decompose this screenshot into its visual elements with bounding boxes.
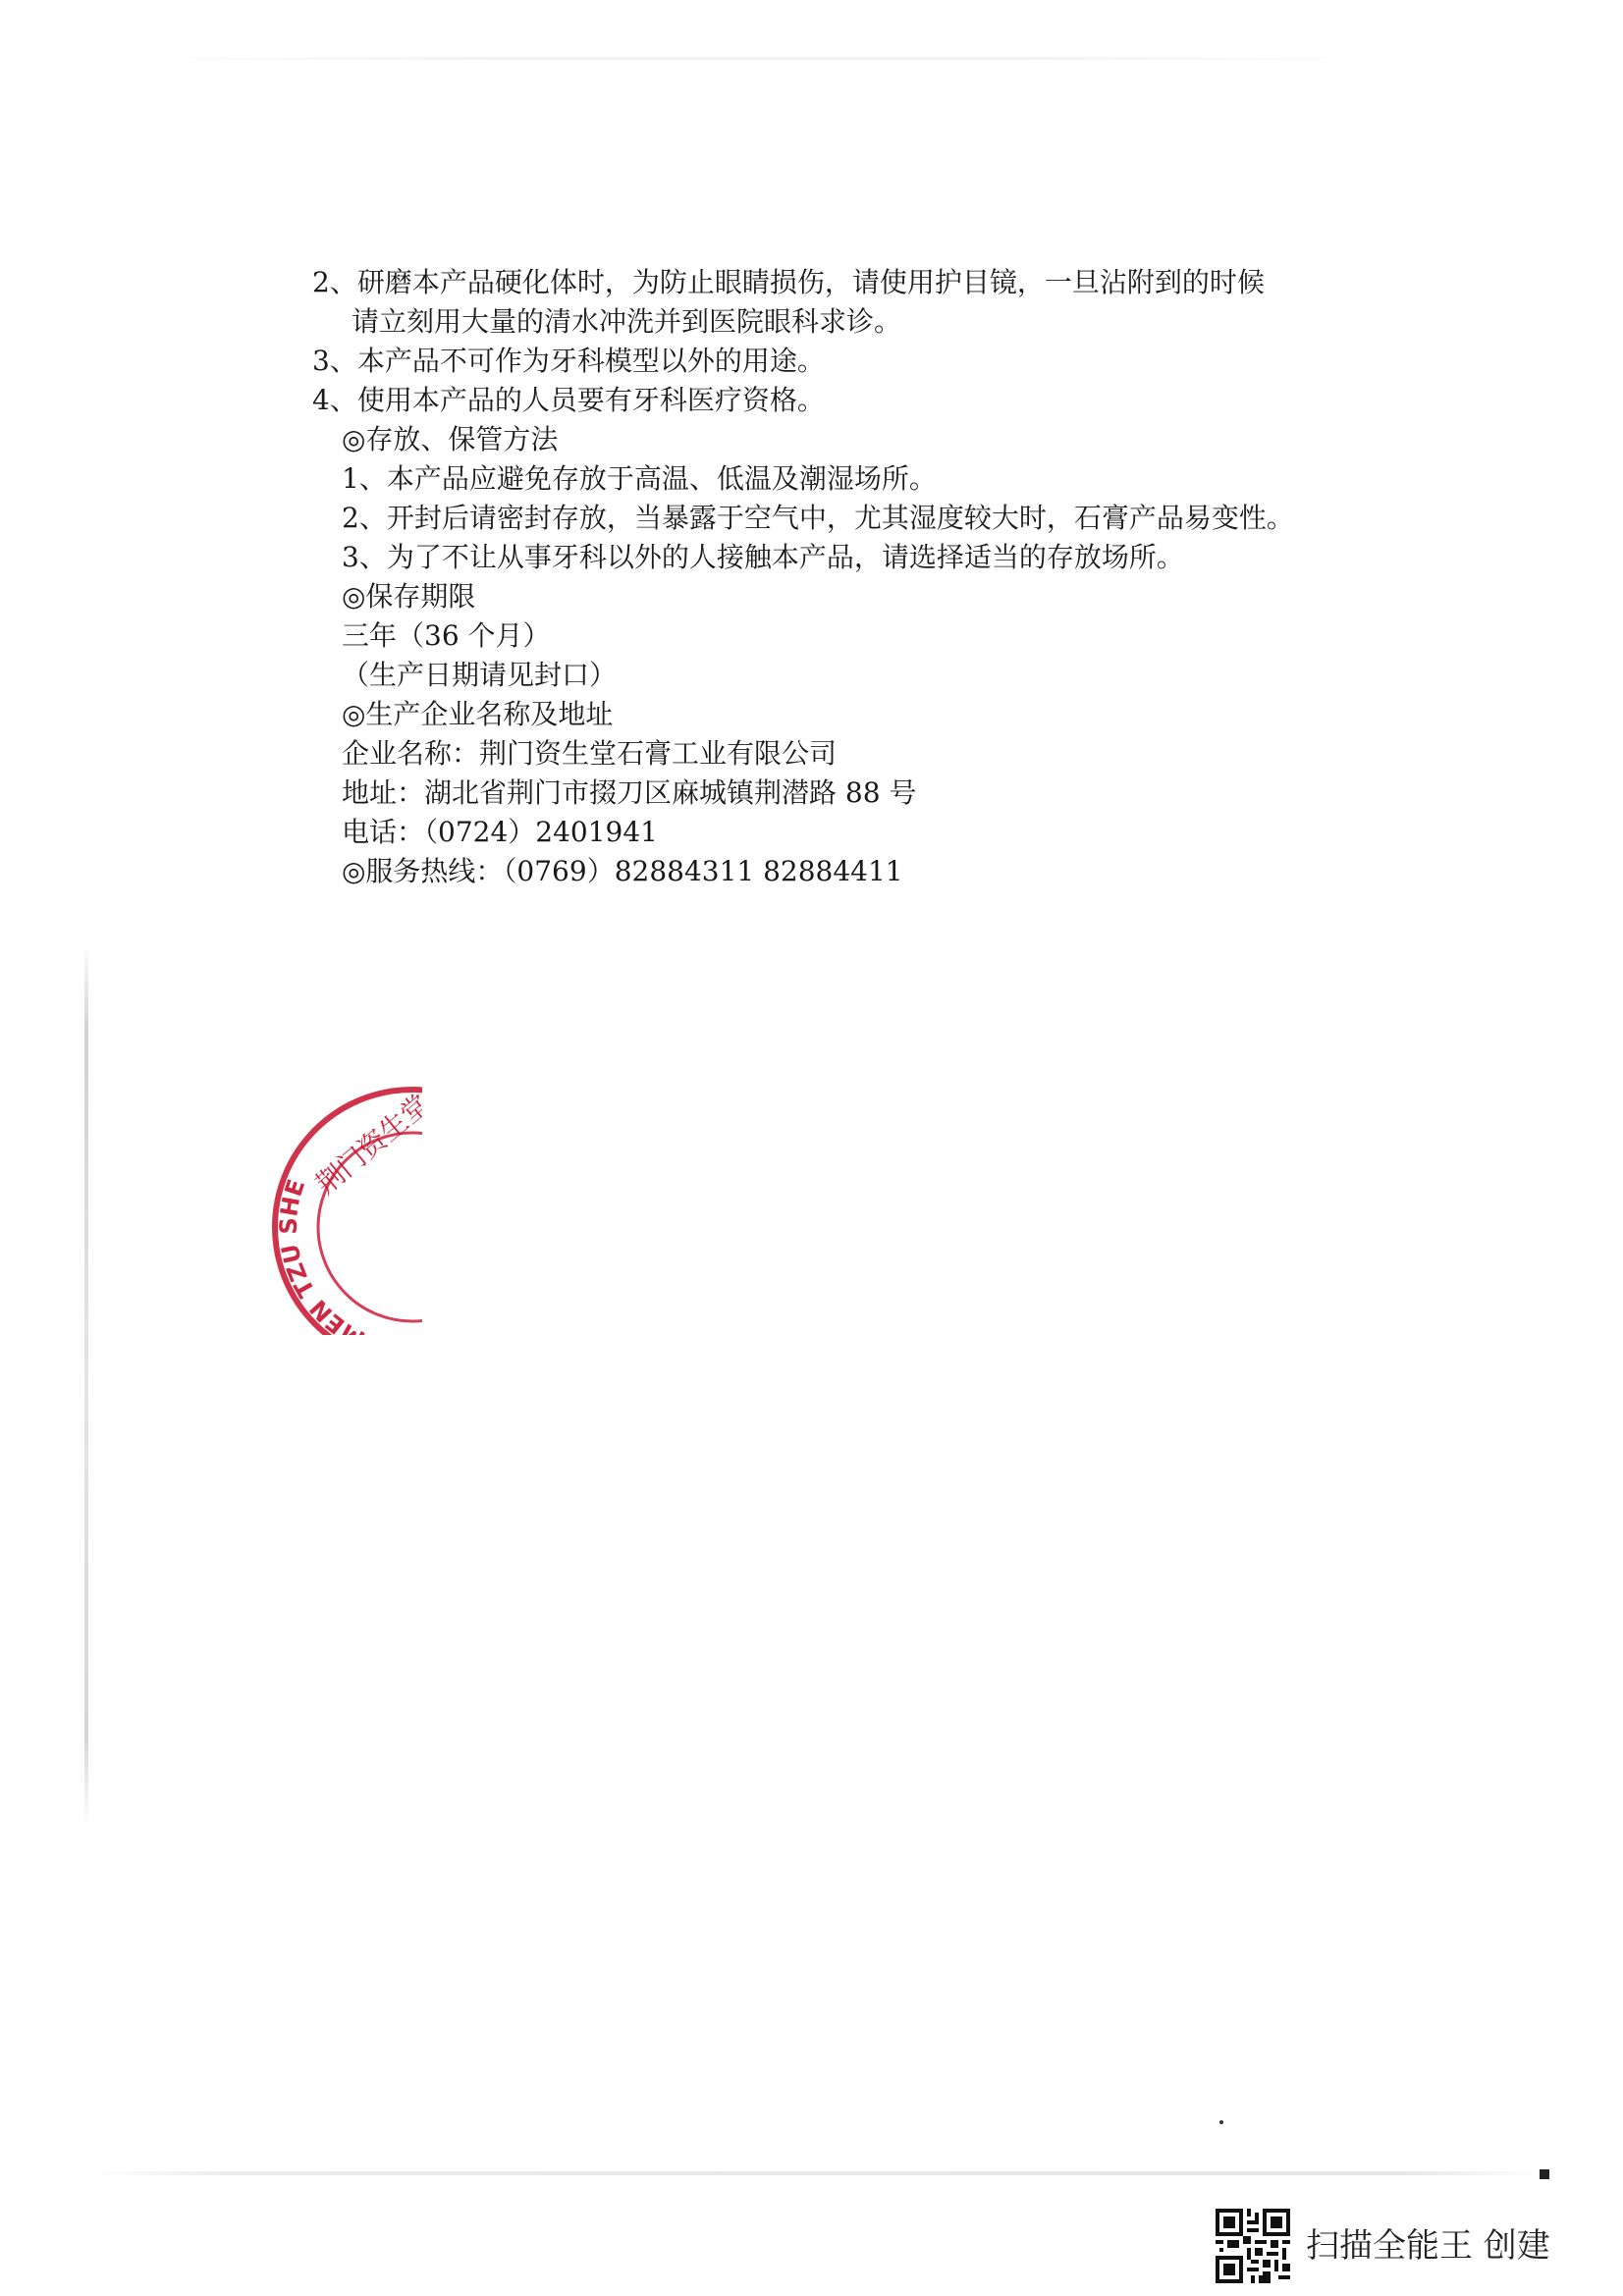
scan-edge-top [118, 57, 1394, 60]
scan-edge-left [84, 942, 88, 1826]
scanner-watermark [1216, 2209, 1608, 2287]
manufacturer-heading: ◎生产企业名称及地址 [342, 698, 614, 730]
watermark-text: 扫描全能王 创建 [1306, 2226, 1550, 2266]
stamp-outer-text: JINGMEN TZU SHE [274, 1175, 424, 1365]
company-name: 企业名称：荆门资生堂石膏工业有限公司 [342, 737, 838, 770]
safety-item-4: 4、使用本产品的人员要有牙科医疗资格。 [312, 384, 825, 416]
company-seal-stamp [265, 1080, 436, 1365]
safety-item-2-continued: 请立刻用大量的清水冲洗并到医院眼科求诊。 [352, 305, 902, 338]
production-date-note: （生产日期请见封口） [342, 659, 618, 691]
storage-item-2: 2、开封后请密封存放，当暴露于空气中，尤其湿度较大时，石膏产品易变性。 [342, 502, 1294, 534]
scan-speck [1219, 2120, 1223, 2124]
shelf-life-heading: ◎保存期限 [342, 580, 476, 613]
safety-item-2: 2、研磨本产品硬化体时，为防止眼睛损伤，请使用护目镜，一旦沾附到的时候 [312, 266, 1265, 298]
storage-item-3: 3、为了不让从事牙科以外的人接触本产品，请选择适当的存放场所。 [342, 541, 1184, 573]
shelf-life-value: 三年（36 个月） [342, 619, 551, 652]
page-marker [1540, 2169, 1549, 2179]
document-body [312, 263, 1392, 891]
company-address: 地址：湖北省荆门市掇刀区麻城镇荆潜路 88 号 [342, 776, 917, 809]
storage-item-1: 1、本产品应避免存放于高温、低温及潮湿场所。 [342, 462, 937, 495]
stamp-inner-text: 荆门资生堂 [309, 1088, 436, 1201]
scan-edge-bottom [88, 2171, 1542, 2175]
qr-code-icon [1216, 2209, 1290, 2283]
storage-heading: ◎存放、保管方法 [342, 423, 559, 455]
safety-item-3: 3、本产品不可作为牙科模型以外的用途。 [312, 345, 825, 377]
svg-text:JINGMEN TZU SHE [270, 1165, 424, 1365]
company-phone: 电话：（0724）2401941 [342, 816, 658, 848]
service-hotline: ◎服务热线：（0769）82884311 82884411 [342, 855, 903, 887]
